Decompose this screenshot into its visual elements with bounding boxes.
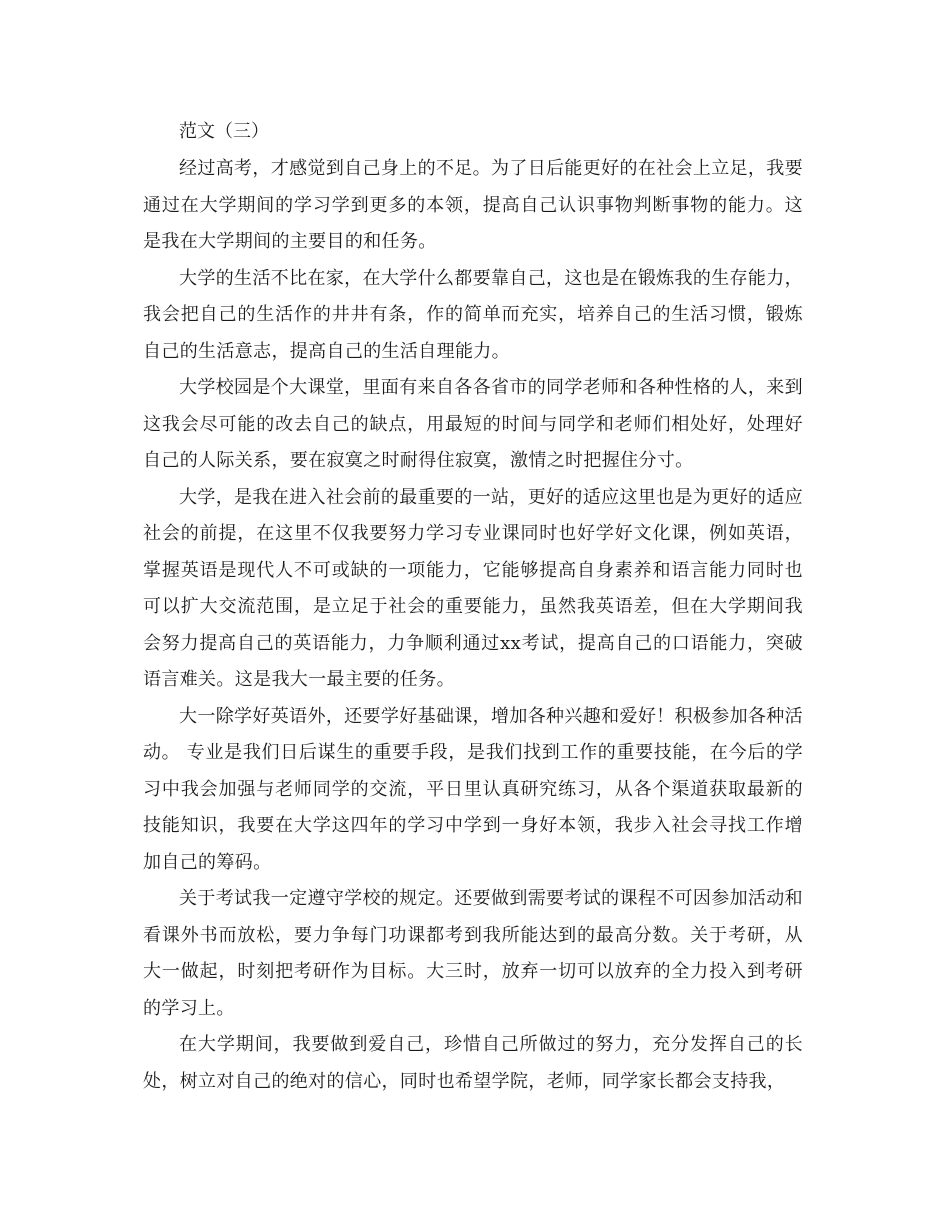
paragraph: 关于考试我一定遵守学校的规定。还要做到需要考试的课程不可因参加活动和看课外书而放松，要力争每门功课都考到我所能达到的最高分数。关于考研，从大一做起，时刻把考研作为目标。大三时，放弃一切可以放弃的全力投入到考研的学习上。 <box>143 888 803 1019</box>
paragraph: 大一除学好英语外，还要学好基础课，增加各种兴趣和爱好！积极参加各种活动。 专业是我们日后谋生的重要手段，是我们找到工作的重要技能，在今后的学习中我会加强与老师同学的交流，平日里认真研究练习，从各个渠道获取最新的技能知识，我要在大学这四年的学习中学到一身好本领，我步入社会寻找工作增加自己的筹码。 <box>143 705 803 873</box>
paragraph: 大学，是我在进入社会前的最重要的一站，更好的适应这里也是为更好的适应社会的前提，在这里不仅我要努力学习专业课同时也好学好文化课，例如英语，掌握英语是现代人不可或缺的一项能力，它能够提高自身素养和语言能力同时也可以扩大交流范围，是立足于社会的重要能力，虽然我英语差，但在大学期间我会努力提高自己的英语能力，力争顺利通过xx考试，提高自己的口语能力，突破语言难关。这是我大一最主要的任务。 <box>143 486 803 690</box>
section-heading: 范文（三） <box>179 121 269 142</box>
paragraph: 大学校园是个大课堂，里面有来自各各省市的同学老师和各种性格的人，来到这我会尽可能的改去自己的缺点，用最短的时间与同学和老师们相处好，处理好自己的人际关系，要在寂寞之时耐得住寂寞，激情之时把握住分寸。 <box>143 377 803 471</box>
paragraph: 经过高考，才感觉到自己身上的不足。为了日后能更好的在社会上立足，我要通过在大学期间的学习学到更多的本领，提高自己认识事物判断事物的能力。这是我在大学期间的主要目的和任务。 <box>143 158 803 252</box>
paragraph: 在大学期间，我要做到爱自己，珍惜自己所做过的努力，充分发挥自己的长处，树立对自己的绝对的信心，同时也希望学院，老师，同学家长都会支持我， <box>143 1034 803 1092</box>
paragraph: 大学的生活不比在家，在大学什么都要靠自己，这也是在锻炼我的生存能力，我会把自己的生活作的井井有条，作的简单而充实，培养自己的生活习惯，锻炼自己的生活意志，提高自己的生活自理能力。 <box>143 267 803 362</box>
document-body <box>143 114 803 1100</box>
